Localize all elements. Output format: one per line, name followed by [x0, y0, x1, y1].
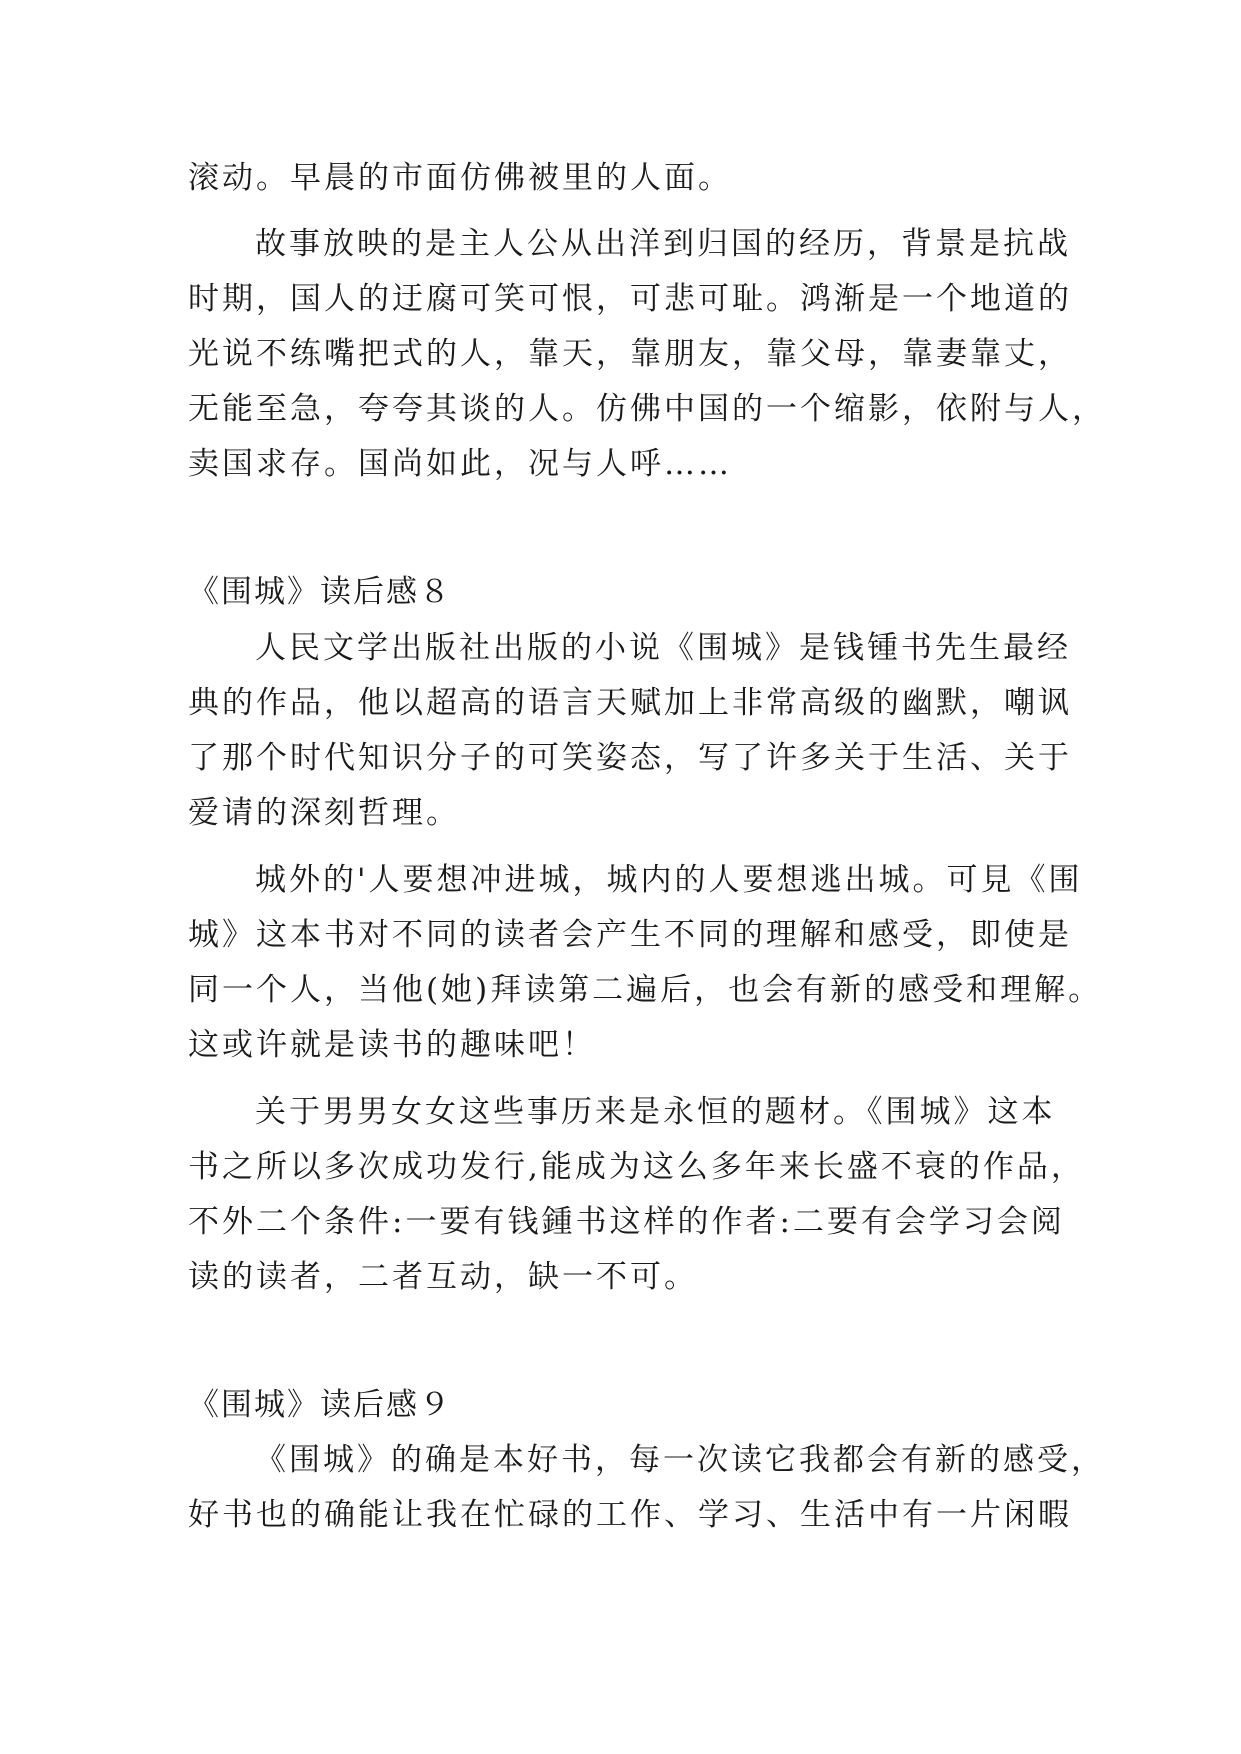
paragraph-line: 这或许就是读书的趣味吧！ — [188, 1027, 596, 1063]
paragraph-line: 书之所以多次成功发行,能成为这么多年来长盛不衰的作品， — [188, 1149, 1085, 1185]
paragraph-line: 卖国求存。国尚如此，况与人呼…… — [188, 446, 732, 482]
paragraph-line: 光说不练嘴把式的人，靠天，靠朋友，靠父母，靠妻靠丈， — [188, 336, 1072, 372]
paragraph-line: 人民文学出版社出版的小说《围城》是钱锺书先生最经 — [255, 630, 1071, 666]
section-heading: 《围城》读后感９ — [188, 1387, 452, 1423]
paragraph-line: 《围城》的确是本好书，每一次读它我都会有新的感受， — [255, 1442, 1105, 1478]
paragraph-line: 时期，国人的迂腐可笑可恨，可悲可耻。鸿渐是一个地道的 — [188, 281, 1072, 317]
paragraph-line: 滚动。早晨的市面仿佛被里的人面。 — [188, 160, 732, 196]
paragraph-line: 城外的'人要想冲进城，城内的人要想逃出城。可見《围 — [255, 862, 1083, 898]
section-heading: 《围城》读后感８ — [188, 574, 452, 610]
paragraph-line: 读的读者，二者互动，缺一不可。 — [188, 1259, 698, 1295]
paragraph-line: 好书也的确能让我在忙碌的工作、学习、生活中有一片闲暇 — [188, 1497, 1072, 1533]
paragraph-line: 典的作品，他以超高的语言天赋加上非常高级的幽默，嘲讽 — [188, 685, 1072, 721]
paragraph-line: 不外二个条件:一要有钱鍾书这样的作者:二要有会学习会阅 — [188, 1204, 1065, 1240]
paragraph-line: 关于男男女女这些事历来是永恒的题材。《围城》这本 — [255, 1094, 1056, 1130]
paragraph-line: 故事放映的是主人公从出洋到归国的经历，背景是抗战 — [255, 226, 1071, 262]
paragraph-line: 城》这本书对不同的读者会产生不同的理解和感受，即使是 — [188, 917, 1072, 953]
paragraph-line: 爱请的深刻哲理。 — [188, 795, 460, 831]
paragraph-line: 了那个时代知识分子的可笑姿态，写了许多关于生活、关于 — [188, 740, 1072, 776]
paragraph-line: 同一个人，当他(她)拜读第二遍后，也会有新的感受和理解。 — [188, 972, 1103, 1008]
paragraph-line: 无能至急，夸夸其谈的人。仿佛中国的一个缩影，依附与人， — [188, 391, 1106, 427]
